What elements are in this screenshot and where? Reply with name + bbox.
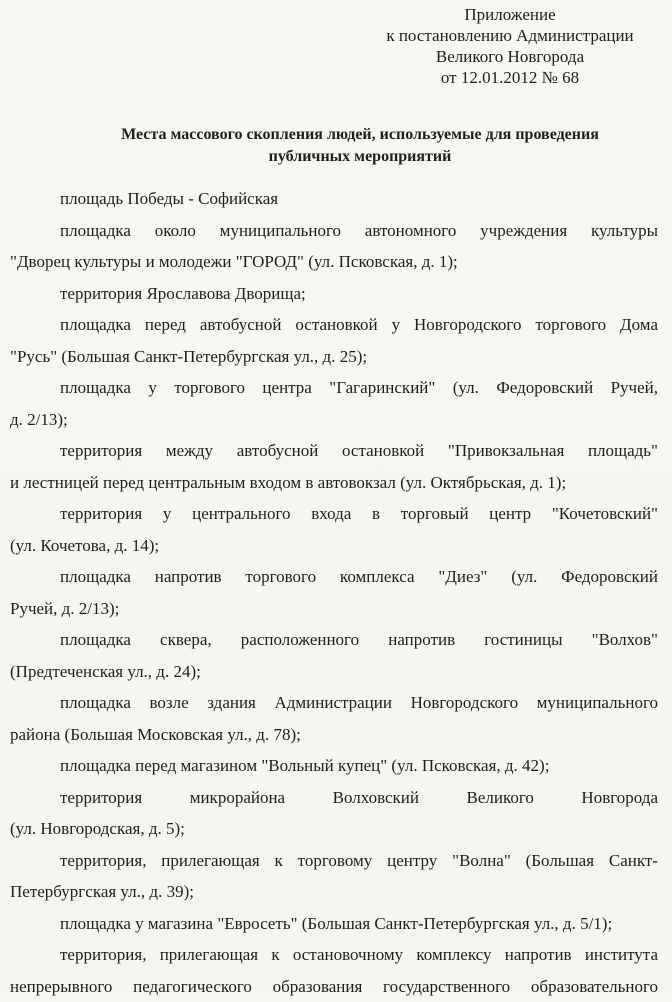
list-item xyxy=(10,624,658,687)
item-line: Петербургская ул., д. 39); xyxy=(10,876,658,908)
appendix-header xyxy=(360,4,660,88)
item-line: д. 2/13); xyxy=(10,404,658,436)
item-line: "Дворец культуры и молодежи "ГОРОД" (ул. Псковская, д. 1); xyxy=(10,246,658,278)
list-item xyxy=(10,845,658,908)
item-line: площадка перед автобусной остановкой у Новгородского торгового Дома xyxy=(10,309,658,341)
title-line-1: Места массового скопления людей, используемые для проведения xyxy=(40,124,672,146)
list-item xyxy=(10,372,658,435)
item-line: площадка сквера, расположенного напротив гостиницы "Волхов" xyxy=(10,624,658,656)
item-line: (ул. Новгородская, д. 5); xyxy=(10,813,658,845)
list-item xyxy=(10,908,658,940)
list-item xyxy=(10,278,658,310)
list-item xyxy=(10,687,658,750)
item-line: Ручей, д. 2/13); xyxy=(10,593,658,625)
list-item xyxy=(10,498,658,561)
item-line: территория, прилегающая к торговому центру "Волна" (Большая Санкт- xyxy=(10,845,658,877)
item-line: площадка возле здания Администрации Новгородского муниципального xyxy=(10,687,658,719)
header-line-2: к постановлению Администрации xyxy=(360,25,660,46)
item-line: площадка напротив торгового комплекса "Диез" (ул. Федоровский xyxy=(10,561,658,593)
list-item xyxy=(10,750,658,782)
list-item xyxy=(10,782,658,845)
title-line-2: публичных мероприятий xyxy=(40,146,672,168)
list-item xyxy=(10,183,658,215)
item-line: территория, прилегающая к остановочному комплексу напротив института xyxy=(10,939,658,971)
item-line: территория между автобусной остановкой "Привокзальная площадь" xyxy=(10,435,658,467)
item-line: площадь Победы - Софийская xyxy=(10,183,658,215)
list-item xyxy=(10,309,658,372)
item-line: площадка около муниципального автономного учреждения культуры xyxy=(10,215,658,247)
header-line-3: Великого Новгорода xyxy=(360,46,660,67)
item-line: площадка у торгового центра "Гагаринский" (ул. Федоровский Ручей, xyxy=(10,372,658,404)
item-line: (ул. Кочетова, д. 14); xyxy=(10,530,658,562)
document-title xyxy=(40,124,672,168)
header-line-4: от 12.01.2012 № 68 xyxy=(360,67,660,88)
item-line: (Предтеченская ул., д. 24); xyxy=(10,656,658,688)
item-line: площадка перед магазином "Вольный купец" (ул. Псковская, д. 42); xyxy=(10,750,658,782)
item-line: и лестницей перед центральным входом в автовокзал (ул. Октябрьская, д. 1); xyxy=(10,467,658,499)
list-item xyxy=(10,939,658,1002)
locations-list xyxy=(10,183,658,1002)
item-line: непрерывного педагогического образования государственного образовательного xyxy=(10,971,658,1002)
item-line: территория микрорайона Волховский Великого Новгорода xyxy=(10,782,658,814)
item-line: площадка у магазина "Евросеть" (Большая Санкт-Петербургская ул., д. 5/1); xyxy=(10,908,658,940)
list-item xyxy=(10,435,658,498)
header-line-1: Приложение xyxy=(360,4,660,25)
list-item xyxy=(10,215,658,278)
item-line: территория Ярославова Дворища; xyxy=(10,278,658,310)
item-line: территория у центрального входа в торговый центр "Кочетовский" xyxy=(10,498,658,530)
item-line: "Русь" (Большая Санкт-Петербургская ул., д. 25); xyxy=(10,341,658,373)
list-item xyxy=(10,561,658,624)
item-line: района (Большая Московская ул., д. 78); xyxy=(10,719,658,751)
